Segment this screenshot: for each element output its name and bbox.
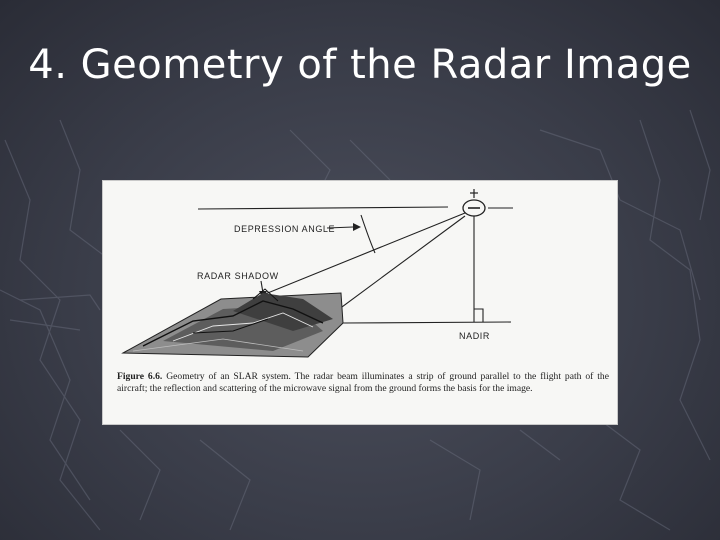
slide-title: 4. Geometry of the Radar Image (28, 42, 692, 88)
depression-angle-arc (361, 215, 375, 253)
radar-shadow-label: RADAR SHADOW (197, 271, 279, 281)
figure-caption (117, 371, 609, 394)
slar-geometry-figure (103, 181, 617, 424)
depression-angle-label: DEPRESSION ANGLE (234, 224, 336, 234)
nadir-label: NADIR (459, 331, 491, 341)
right-angle-marker (474, 309, 483, 322)
beam-line-far (323, 216, 465, 321)
depression-arrowhead (353, 223, 361, 231)
flight-level-line (198, 207, 448, 209)
caption-text: Geometry of an SLAR system. The radar beam illuminates a strip of ground parallel to the flight path of the aircraft; the reflection and scattering of the microwave signal from the ground forms the basis for the image. (117, 371, 609, 394)
ground-reference-line (343, 322, 511, 323)
terrain-strip (123, 289, 343, 357)
figure-number: Figure 6.6. (117, 371, 163, 382)
aircraft-icon (463, 189, 485, 216)
